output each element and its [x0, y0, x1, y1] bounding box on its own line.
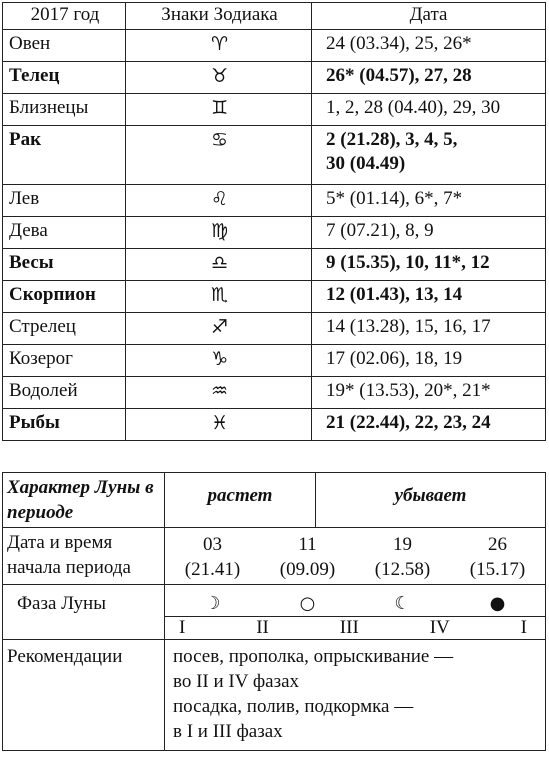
zodiac-row	[3, 217, 546, 249]
zodiac-dates-line: 21 (22.44), 22, 23, 24	[326, 412, 491, 433]
zodiac-dates-line: 30 (04.49)	[326, 153, 406, 174]
zodiac-row	[3, 30, 546, 62]
virgo-icon: ♍︎	[210, 220, 229, 242]
zodiac-dates	[312, 94, 546, 126]
new-moon-icon: ●	[489, 593, 506, 614]
zodiac-sign-cell	[126, 377, 312, 409]
zodiac-dates-table	[2, 2, 546, 441]
zodiac-row	[3, 345, 546, 377]
full-moon-icon: ○	[299, 593, 316, 614]
zodiac-dates	[312, 409, 546, 441]
period-dates	[165, 528, 546, 585]
moon-phase-table	[2, 472, 546, 751]
zodiac-sign-name: Рыбы	[3, 409, 126, 441]
zodiac-dates-line: 1, 2, 28 (04.40), 29, 30	[326, 97, 501, 118]
zodiac-dates	[312, 217, 546, 249]
header-year: 2017 год	[3, 3, 126, 30]
zodiac-sign-cell	[126, 249, 312, 281]
phase-numerals	[165, 617, 546, 640]
zodiac-dates	[312, 62, 546, 94]
leo-icon: ♌︎	[210, 188, 229, 210]
libra-icon: ♎︎	[210, 252, 229, 274]
zodiac-row	[3, 185, 546, 217]
zodiac-dates-line: 9 (15.35), 10, 11*, 12	[326, 252, 490, 273]
last-quarter-moon-icon: ☾	[394, 593, 411, 614]
recommendation-line: посадка, полив, подкормка —	[173, 696, 414, 717]
zodiac-row	[3, 62, 546, 94]
zodiac-dates	[312, 30, 546, 62]
zodiac-sign-name: Козерог	[3, 345, 126, 377]
header-signs: Знаки Зодиака	[126, 3, 312, 30]
recommendations-label: Рекомендации	[3, 640, 165, 751]
zodiac-dates	[312, 249, 546, 281]
zodiac-row	[3, 126, 546, 185]
zodiac-sign-cell	[126, 30, 312, 62]
phase-numeral: III	[339, 617, 359, 638]
zodiac-row	[3, 94, 546, 126]
zodiac-sign-name: Весы	[3, 249, 126, 281]
zodiac-dates-line: 17 (02.06), 18, 19	[326, 348, 463, 369]
zodiac-row	[3, 313, 546, 345]
zodiac-sign-cell	[126, 126, 312, 185]
first-quarter-moon-icon: ☽	[204, 593, 221, 614]
header-date: Дата	[312, 3, 546, 30]
phase-numeral: II	[256, 617, 269, 638]
zodiac-header-row	[3, 3, 546, 30]
zodiac-sign-name: Лев	[3, 185, 126, 217]
zodiac-row	[3, 409, 546, 441]
zodiac-dates-line: 24 (03.34), 25, 26*	[326, 33, 472, 54]
phase-numeral: I	[179, 617, 186, 638]
zodiac-row	[3, 377, 546, 409]
moon-phase-label: Фаза Луны	[3, 585, 165, 640]
zodiac-sign-cell	[126, 281, 312, 313]
phase-numeral: IV	[429, 617, 450, 638]
taurus-icon: ♉︎	[210, 65, 229, 87]
recommendation-line: в I и III фазах	[173, 721, 283, 742]
zodiac-dates-line: 19* (13.53), 20*, 21*	[326, 380, 491, 401]
zodiac-dates-line: 5* (01.14), 6*, 7*	[326, 188, 463, 209]
period-date: 11 (09.09)	[279, 534, 336, 580]
zodiac-row	[3, 281, 546, 313]
moon-phase-symbols	[165, 585, 546, 617]
period-date: 19 (12.58)	[374, 534, 431, 580]
zodiac-sign-cell	[126, 62, 312, 94]
moon-phase-row	[3, 585, 546, 617]
sagittarius-icon: ♐︎	[210, 316, 229, 338]
zodiac-dates-line: 26* (04.57), 27, 28	[326, 65, 472, 86]
zodiac-dates	[312, 313, 546, 345]
zodiac-sign-name: Рак	[3, 126, 126, 185]
zodiac-dates-line: 7 (07.21), 8, 9	[326, 220, 434, 241]
period-start-row	[3, 528, 546, 585]
period-date: 03 (21.41)	[184, 534, 241, 580]
moon-character-label: Характер Луны в периоде	[3, 473, 165, 528]
waning-label: убывает	[316, 473, 546, 528]
zodiac-sign-cell	[126, 217, 312, 249]
zodiac-sign-name: Стрелец	[3, 313, 126, 345]
zodiac-row	[3, 249, 546, 281]
zodiac-dates	[312, 185, 546, 217]
growing-label: растет	[165, 473, 316, 528]
moon-character-row	[3, 473, 546, 528]
aquarius-icon: ♒︎	[210, 380, 229, 402]
cancer-icon: ♋︎	[210, 129, 229, 151]
recommendation-line: во II и IV фазах	[173, 671, 300, 692]
zodiac-sign-cell	[126, 345, 312, 377]
zodiac-sign-cell	[126, 94, 312, 126]
gemini-icon: ♊︎	[210, 97, 229, 119]
zodiac-dates	[312, 345, 546, 377]
zodiac-dates	[312, 281, 546, 313]
scorpio-icon: ♏︎	[210, 284, 229, 306]
zodiac-dates-line: 12 (01.43), 13, 14	[326, 284, 463, 305]
zodiac-sign-cell	[126, 185, 312, 217]
pisces-icon: ♓︎	[210, 412, 229, 434]
zodiac-sign-name: Близнецы	[3, 94, 126, 126]
zodiac-sign-name: Водолей	[3, 377, 126, 409]
aries-icon: ♈︎	[210, 33, 229, 55]
recommendations-row	[3, 640, 546, 751]
zodiac-sign-cell	[126, 409, 312, 441]
zodiac-sign-name: Телец	[3, 62, 126, 94]
zodiac-sign-name: Скорпион	[3, 281, 126, 313]
zodiac-dates-line: 2 (21.28), 3, 4, 5,	[326, 129, 458, 150]
zodiac-dates	[312, 377, 546, 409]
recommendation-line: посев, прополка, опрыскивание —	[173, 646, 454, 667]
phase-numeral: I	[520, 617, 527, 638]
capricorn-icon: ♑︎	[210, 348, 229, 370]
zodiac-sign-name: Овен	[3, 30, 126, 62]
zodiac-dates	[312, 126, 546, 185]
period-start-label: Дата и время начала периода	[3, 528, 165, 585]
zodiac-sign-name: Дева	[3, 217, 126, 249]
zodiac-dates-line: 14 (13.28), 15, 16, 17	[326, 316, 491, 337]
period-date: 26 (15.17)	[469, 534, 526, 580]
recommendations-text	[165, 640, 546, 751]
zodiac-sign-cell	[126, 313, 312, 345]
